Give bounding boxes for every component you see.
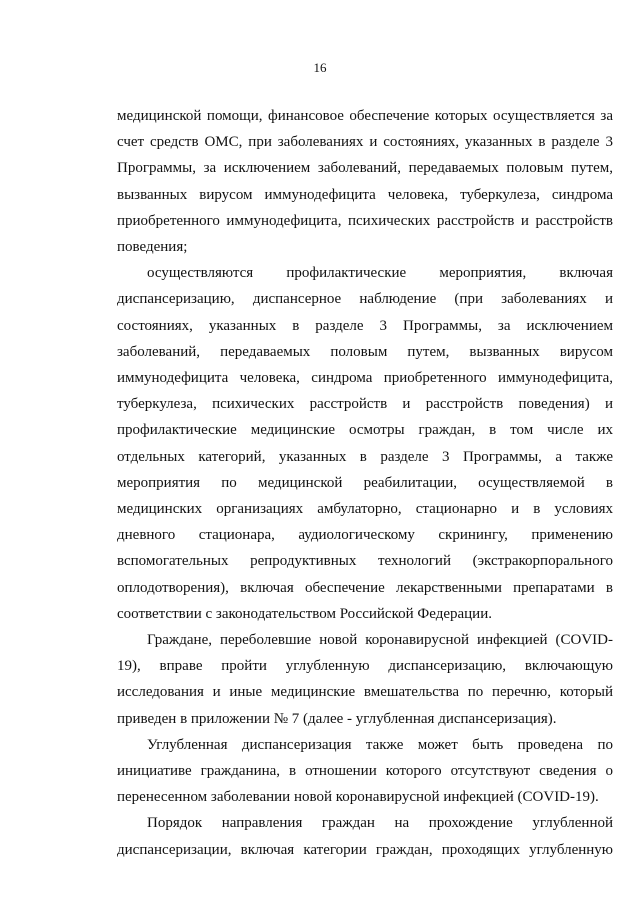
document-body <box>117 103 613 863</box>
page-number: 16 <box>313 60 327 75</box>
paragraph-continuation: медицинской помощи, финансовое обеспечение которых осуществляется за счет средств ОМС, при заболеваниях и состояниях, указанных в разделе 3 Программы, за исключением заболеваний, передаваемых половым путем, вызванных вирусом иммунодефицита человека, туберкулеза, синдрома приобретенного иммунодефицита, психических расстройств и расстройств поведения; <box>117 108 613 256</box>
paragraph-covid-citizens: Граждане, переболевшие новой коронавирусной инфекцией (COVID-19), вправе пройти углубленную диспансеризацию, включающую исследования и иные медицинские вмешательства по перечню, который приведен в приложении № 7 (далее - углубленная диспансеризация). <box>117 632 613 727</box>
paragraph-preventive-measures: осуществляются профилактические мероприятия, включая диспансеризацию, диспансерное наблюдение (при заболеваниях и состояниях, указанных в разделе 3 Программы, за исключением заболеваний, передаваемых половым путем, вызванных вирусом иммунодефицита человека, синдрома приобретенного иммунодефицита, туберкулеза, психических расстройств и расстройств поведения) и профилактические медицинские осмотры граждан, в том числе их отдельных категорий, указанных в разделе 3 Программы, а также мероприятия по медицинской реабилитации, осуществляемой в медицинских организациях амбулаторно, стационарно и в условиях дневного стационара, аудиологическому скринингу, применению вспомогательных репродуктивных технологий (экстракорпорального оплодотворения), включая обеспечение лекарственными препаратами в соответствии с законодательством Российской Федерации. <box>117 265 613 622</box>
paragraph-procedure: Порядок направления граждан на прохождение углубленной диспансеризации, включая категории граждан, проходящих углубленную <box>117 815 613 858</box>
paragraph-initiative: Углубленная диспансеризация также может быть проведена по инициативе гражданина, в отношении которого отсутствуют сведения о перенесенном заболевании новой коронавирусной инфекцией (COVID-19). <box>117 736 613 806</box>
